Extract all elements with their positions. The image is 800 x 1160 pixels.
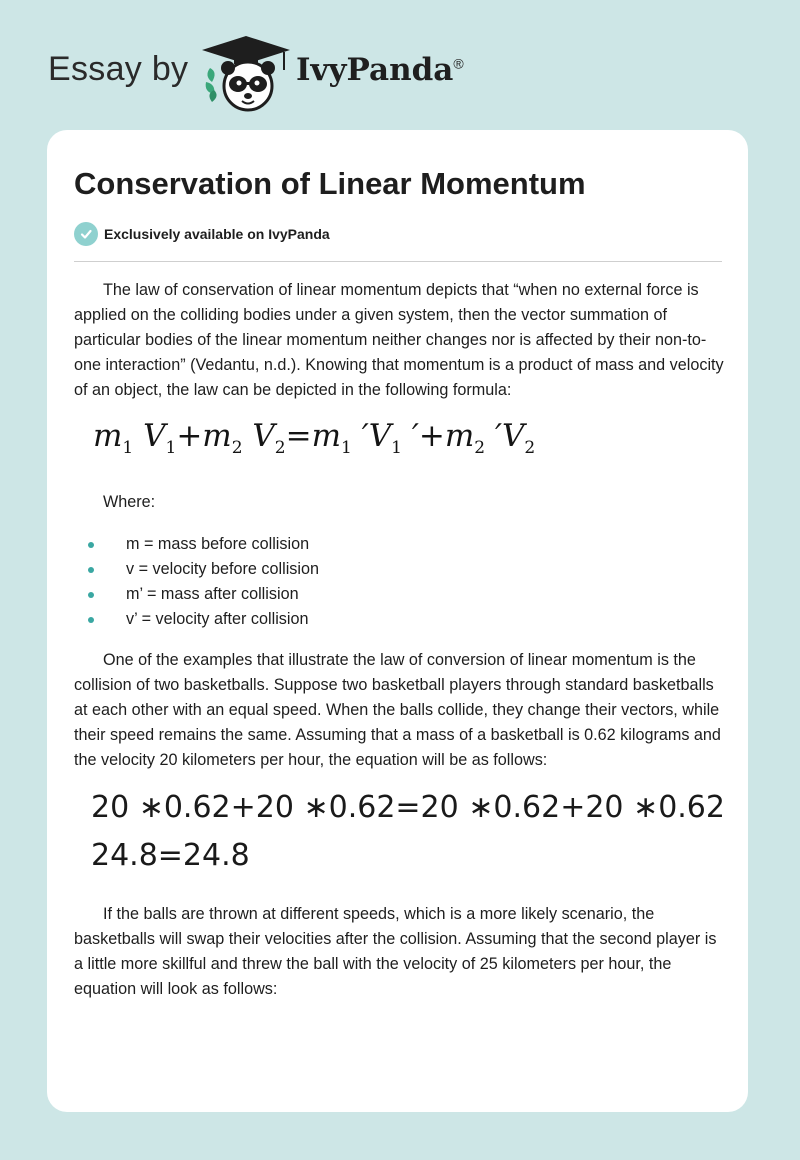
list-item: v’ = velocity after collision xyxy=(74,607,319,632)
where-label: Where: xyxy=(103,493,156,511)
registered-mark: ® xyxy=(453,55,464,72)
divider xyxy=(74,261,722,262)
variable-list xyxy=(74,532,319,632)
paragraph-intro: The law of conservation of linear momentum depicts that “when no external force is applied on the colliding bodies under a given system, then the vector summation of particular bodies of the linear momentum neither changes nor is affected by their non-to-one interaction” (Vedantu, n.d.). Knowing that momentum is a product of mass and velocity of an object, the law can be depicted in the following formula: xyxy=(74,281,724,399)
site-header xyxy=(0,0,800,130)
equation-line-1: 20 ∗0.62+20 ∗0.62=20 ∗0.62+20 ∗0.62 xyxy=(91,790,725,825)
essay-by-label: Essay by xyxy=(48,50,189,88)
list-item: m’ = mass after collision xyxy=(74,582,319,607)
list-item: v = velocity before collision xyxy=(74,557,319,582)
momentum-formula: $m_1$ $V_1+m_2$ $V_2=m_1$ $'V_1$ $'+m_2$ $'V_2$ xyxy=(93,418,536,458)
equation-line-2: 24.8=24.8 xyxy=(91,838,250,873)
panda-graduate-logo-icon[interactable] xyxy=(198,34,294,112)
page-title: Conservation of Linear Momentum xyxy=(74,166,586,201)
paragraph-different-speeds: If the balls are thrown at different speeds, which is a more likely scenario, the basketballs will swap their velocities after the collision. Assuming that the second player is a little more skillful and threw the ball with the velocity of 25 kilometers per hour, the equation will look as follows: xyxy=(74,905,717,998)
check-circle-icon xyxy=(74,222,98,246)
essay-card xyxy=(47,130,748,1112)
paragraph-example: One of the examples that illustrate the law of conversion of linear momentum is the collision of two basketballs. Suppose two basketball players through standard basketballs at each other with an equal speed. When the balls collide, they change their vectors, while their speed remains the same. Assuming that a mass of a basketball is 0.62 kilograms and the velocity 20 kilometers per hour, the equation will be as follows: xyxy=(74,651,721,769)
list-item: m = mass before collision xyxy=(74,532,319,557)
exclusive-badge xyxy=(74,222,330,246)
exclusive-label: Exclusively available on IvyPanda xyxy=(104,226,330,242)
brand-name[interactable] xyxy=(296,52,464,88)
brand-text: IvyPanda xyxy=(296,52,454,88)
